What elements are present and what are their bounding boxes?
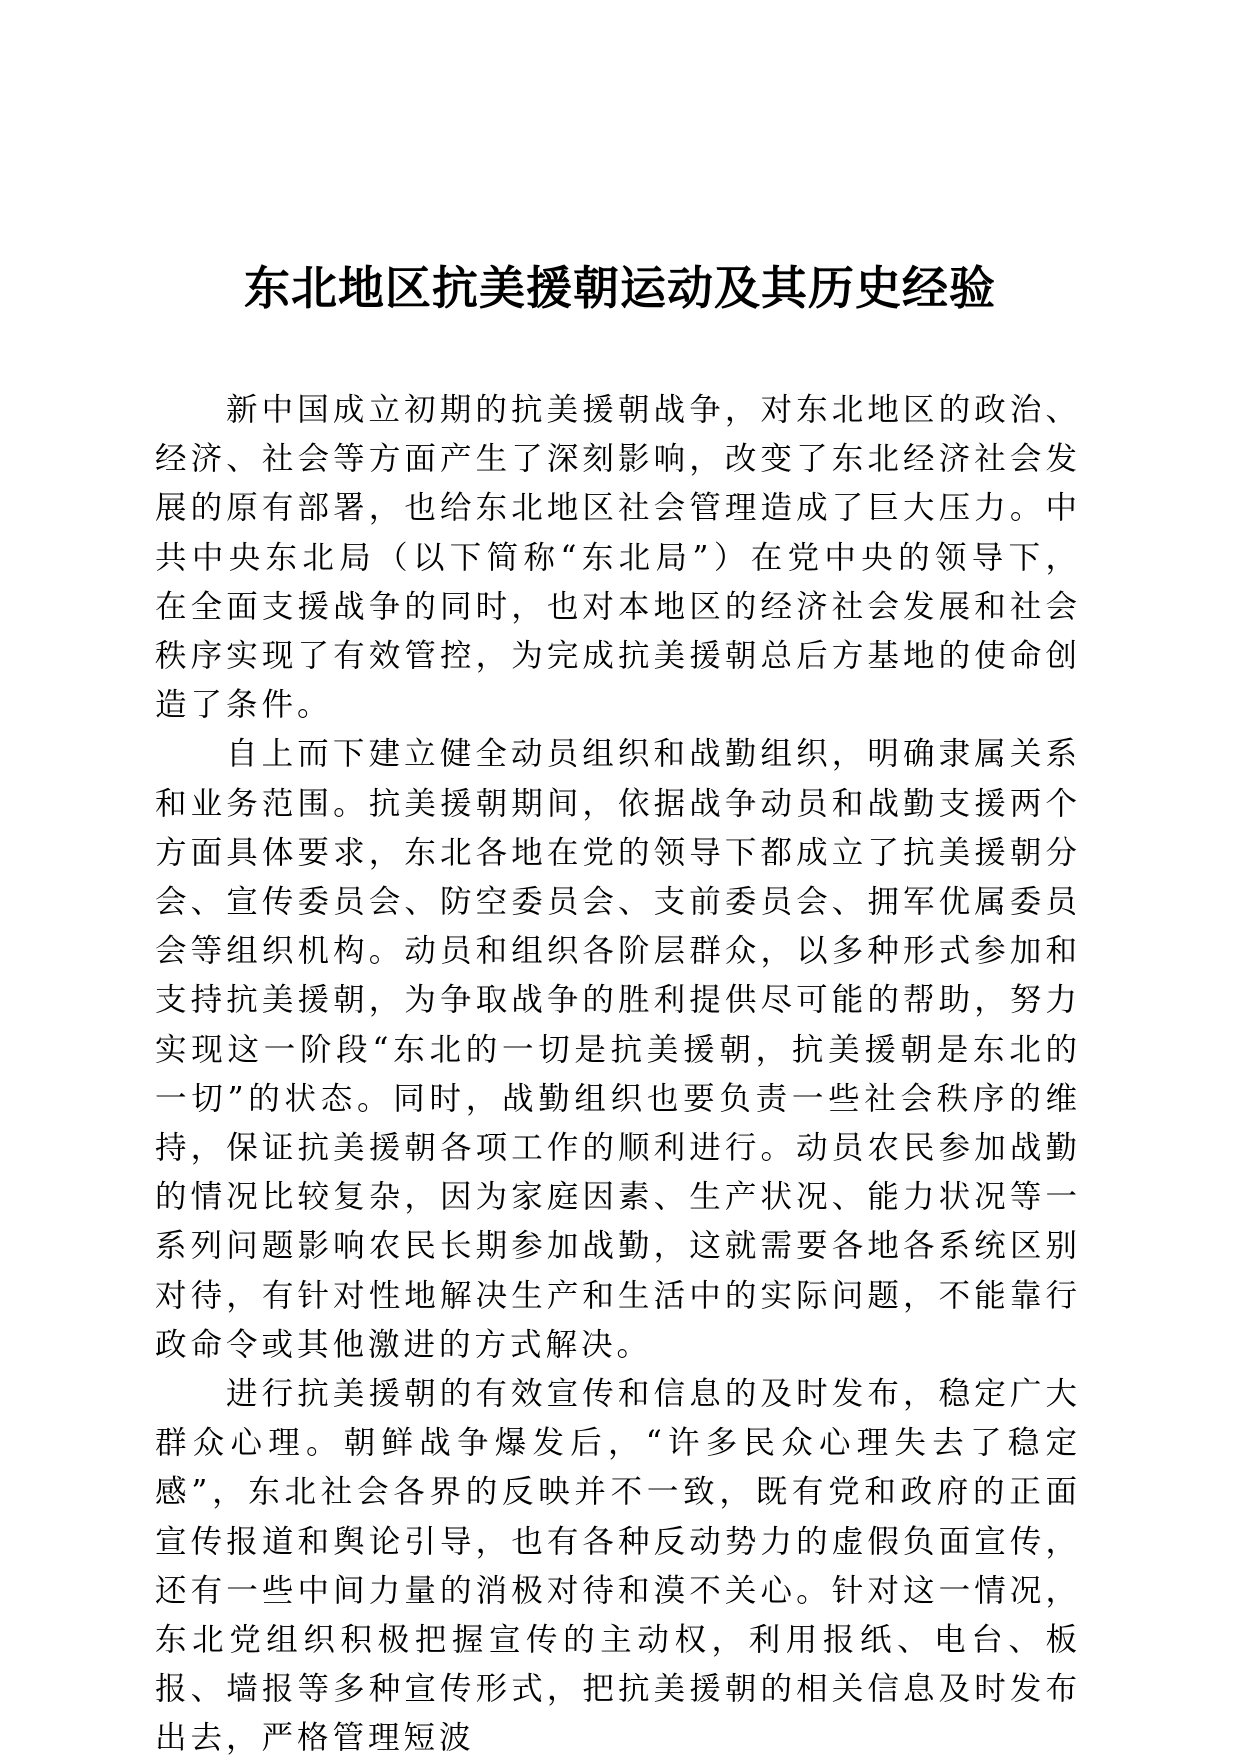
paragraph-3: 进行抗美援朝的有效宣传和信息的及时发布，稳定广大群众心理。朝鲜战争爆发后，“许多民众心理失去了稳定感”，东北社会各界的反映并不一致，既有党和政府的正面宣传报道和舆论引导，也有各种反动势力的虚假负面宣传，还有一些中间力量的消极对待和漠不关心。针对这一情况，东北党组织积极把握宣传的主动权，利用报纸、电台、板报、墙报等多种宣传形式，把抗美援朝的相关信息及时发布出去，严格管理短波 [155, 1376, 1081, 1757]
document-body [155, 386, 1081, 1764]
paragraph-1: 新中国成立初期的抗美援朝战争，对东北地区的政治、经济、社会等方面产生了深刻影响，改变了东北经济社会发展的原有部署，也给东北地区社会管理造成了巨大压力。中共中央东北局（以下简称“东北局”）在党中央的领导下，在全面支援战争的同时，也对本地区的经济社会发展和社会秩序实现了有效管控，为完成抗美援朝总后方基地的使命创造了条件。 [155, 392, 1081, 724]
paragraph-2: 自上而下建立健全动员组织和战勤组织，明确隶属关系和业务范围。抗美援朝期间，依据战争动员和战勤支援两个方面具体要求，东北各地在党的领导下都成立了抗美援朝分会、宣传委员会、防空委员会、支前委员会、拥军优属委员会等组织机构。动员和组织各阶层群众，以多种形式参加和支持抗美援朝，为争取战争的胜利提供尽可能的帮助，努力实现这一阶段“东北的一切是抗美援朝，抗美援朝是东北的一切”的状态。同时，战勤组织也要负责一些社会秩序的维持，保证抗美援朝各项工作的顺利进行。动员农民参加战勤的情况比较复杂，因为家庭因素、生产状况、能力状况等一系列问题影响农民长期参加战勤，这就需要各地各系统区别对待，有针对性地解决生产和生活中的实际问题，不能靠行政命令或其他激进的方式解决。 [155, 736, 1081, 1363]
document-title: 东北地区抗美援朝运动及其历史经验 [244, 261, 996, 315]
